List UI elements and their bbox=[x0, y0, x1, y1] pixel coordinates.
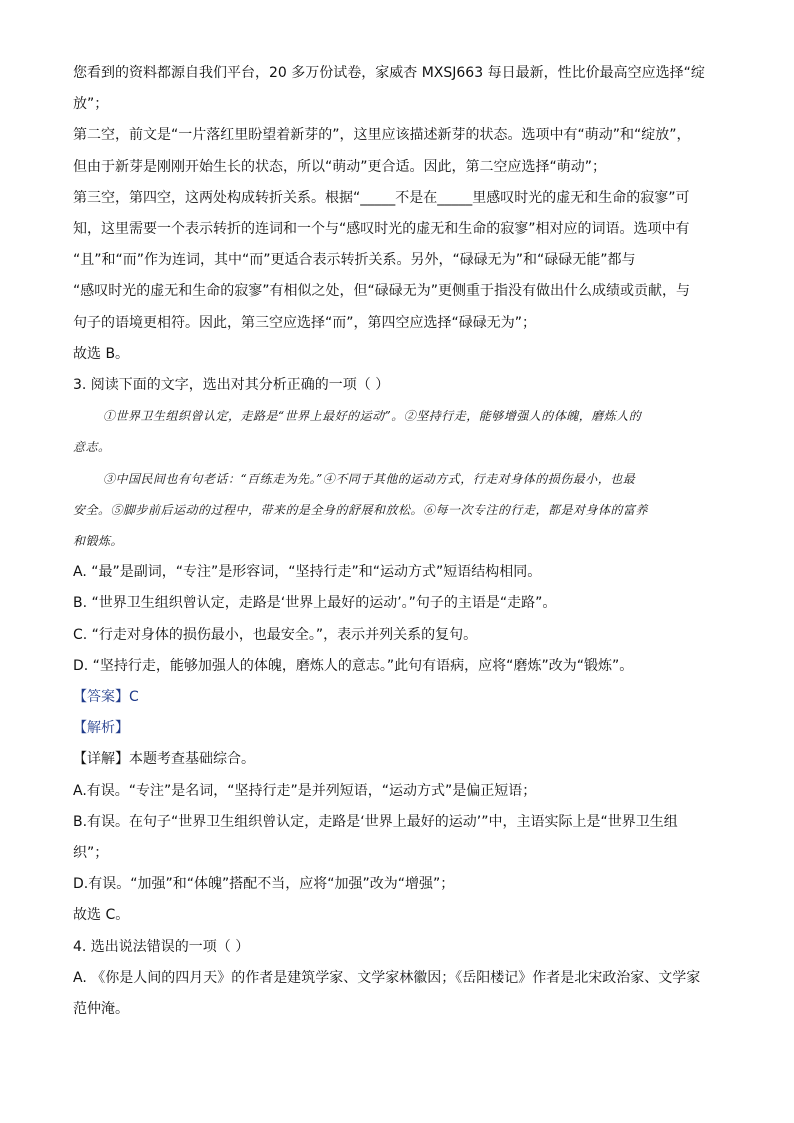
document-page bbox=[73, 58, 733, 1025]
option-d: D. “坚持行走，能够加强人的体魄，磨炼人的意志。”此句有语病，应将“磨炼”改为“锻炼”。 bbox=[73, 657, 634, 674]
intro-line-1: 您看到的资料都源自我们平台，20 多万份试卷，家威杏 MXSJ663 每日最新，性比价最高空应选择“绽 bbox=[73, 65, 705, 81]
question-4-stem: 4. 选出说法错误的一项（ ） bbox=[73, 938, 250, 955]
q4-option-a-line-2: 范仲淹。 bbox=[73, 1001, 129, 1018]
third-blank-line-4: “感叹时光的虚无和生命的寂寥”有相似之处，但“碌碌无为”更侧重于指没有做出什么成绩或贡献，与 bbox=[73, 283, 691, 300]
option-a: A. “最”是副词，“专注”是形容词，“坚持行走”和“运动方式”短语结构相同。 bbox=[73, 564, 542, 581]
passage-line-4: 安全。⑤脚步前后运动的过程中，带来的是全身的舒展和放松。⑥每一次专注的行走，都是对身体的富养 bbox=[73, 502, 649, 517]
passage-line-1: ①世界卫生组织曾认定，走路是“世界上最好的运动”。②坚持行走，能够增强人的体魄，磨炼人的 bbox=[103, 409, 642, 424]
third-blank-line-5: 句子的语境更相符。因此，第三空应选择“而”，第四空应选择“碌碌无为”； bbox=[73, 314, 537, 331]
passage-line-5: 和锻炼。 bbox=[73, 534, 124, 549]
intro-line-2: 放”； bbox=[73, 96, 109, 113]
option-b: B. “世界卫生组织曾认定，走路是‘世界上最好的运动’。”句子的主语是“走路”。 bbox=[73, 595, 557, 612]
explanation-b-2: 织”； bbox=[73, 845, 109, 862]
option-c: C. “行走对身体的损伤最小，也最安全。”，表示并列关系的复句。 bbox=[73, 626, 478, 643]
third-blank-line-2: 知，这里需要一个表示转折的连词和一个与“感叹时光的虚无和生命的寂寥”相对应的词语。选项中有 bbox=[73, 221, 690, 238]
answer-label: 【答案】C bbox=[73, 689, 139, 706]
second-blank-line-1: 第二空，前文是“一片落红里盼望着新芽的”，这里应该描述新芽的状态。选项中有“萌动”和“绽放”， bbox=[73, 127, 691, 144]
explanation-b-1: B.有误。在句子“世界卫生组织曾认定，走路是‘世界上最好的运动’”中，主语实际上是“世界卫生组 bbox=[73, 813, 678, 830]
q4-option-a-line-1: A. 《你是人间的四月天》的作者是建筑学家、文学家林徽因；《岳阳楼记》作者是北宋政治家、文学家 bbox=[73, 969, 701, 986]
explanation-a: A.有误。“专注”是名词，“坚持行走”是并列短语，“运动方式”是偏正短语； bbox=[73, 782, 537, 799]
passage-line-2: 意志。 bbox=[73, 440, 111, 455]
third-blank-line-3: “且”和“而”作为连词，其中“而”更适合表示转折关系。另外，“碌碌无为”和“碌碌无能”都与 bbox=[73, 252, 636, 269]
passage-line-3: ③中国民间也有句老话：“百练走为先。”④不同于其他的运动方式，行走对身体的损伤最小，也最 bbox=[103, 471, 636, 486]
second-blank-line-2: 但由于新芽是刚刚开始生长的状态，所以“萌动”更合适。因此，第二空应选择“萌动”； bbox=[73, 158, 607, 175]
choose-c-line: 故选 C。 bbox=[73, 907, 130, 924]
detail-line: 【详解】本题考查基础综合。 bbox=[73, 751, 255, 768]
choose-b-line: 故选 B。 bbox=[73, 345, 130, 362]
third-blank-line-1: 第三空，第四空，这两处构成转折关系。根据“_____不是在_____里感叹时光的虚无和生命的寂寥”可 bbox=[73, 189, 690, 206]
question-3-stem: 3. 阅读下面的文字，选出对其分析正确的一项（ ） bbox=[73, 377, 390, 394]
analysis-label: 【解析】 bbox=[73, 720, 129, 737]
explanation-d: D.有误。“加强”和“体魄”搭配不当，应将“加强”改为“增强”； bbox=[73, 876, 455, 893]
